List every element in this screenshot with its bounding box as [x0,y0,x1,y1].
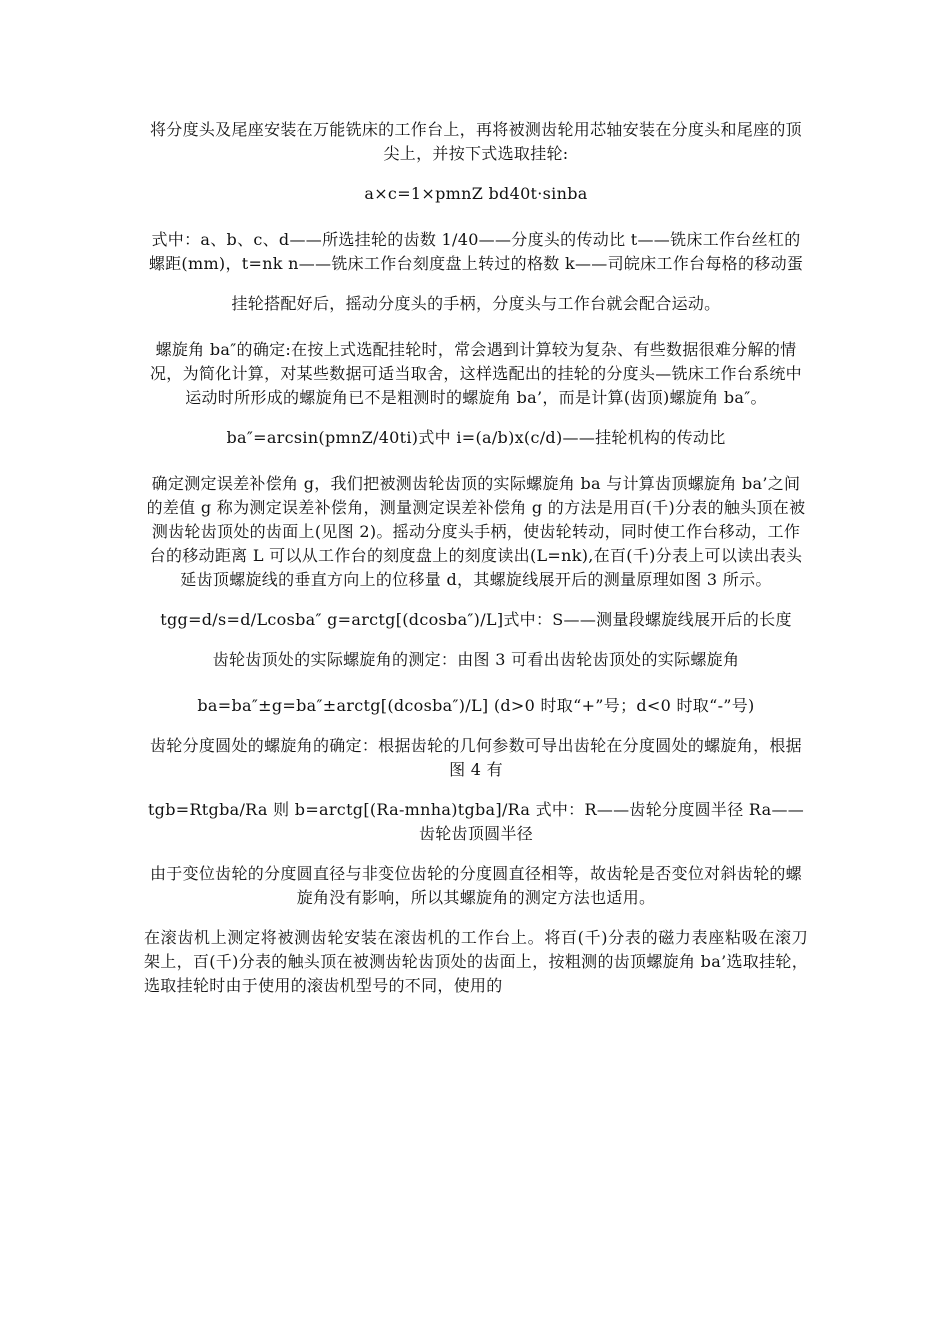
document-body [144,118,808,998]
formula-change-gear-ratio: a×c=1×pmnZ bd40t·sinba [364,184,588,203]
paragraph-gear-operation: 挂轮搭配好后，摇动分度头的手柄，分度头与工作台就会配合运动。 [231,294,721,313]
paragraph-helix-angle-determination: 螺旋角 ba″的确定:在按上式选配挂轮时，常会遇到计算较为复杂、有些数据很难分解的情况，为简化计算，对某些数据可适当取舍，这样选配出的挂轮的分度头—铣床工作台系统中运动时所形成的螺旋角已不是粗测时的螺旋角 ba’，而是计算(齿顶)螺旋角 ba″。 [149,340,802,407]
paragraph-symbol-definitions: 式中：a、b、c、d——所选挂轮的齿数 1/40——分度头的传动比 t——铣床工作台丝杠的螺距(mm)，t=nk n——铣床工作台刻度盘上转过的格数 k——司皖床工作台每格的移动蛋 [148,230,804,273]
paragraph-error-compensation-angle: 确定测定误差补偿角 g，我们把被测齿轮齿顶的实际螺旋角 ba 与计算齿顶螺旋角 ba’之间的差值 g 称为测定误差补偿角，测量测定误差补偿角 g 的方法是用百(千)分表的触头顶在被测齿轮齿顶处的齿面上(见图 2)。摇动分度头手柄，使齿轮转动，同时使工作台移动，工作台的移动距离 L 可以从工作台的刻度盘上的刻度读出(L=nk),在百(千)分表上可以读出表头延齿顶螺旋线的垂直方向上的位移量 d，其螺旋线展开后的测量原理如图 3 所示。 [146,474,806,589]
formula-pitch-circle-helix-angle: tgb=Rtgba/Ra 则 b=arctg[(Ra-mnha)tgba]/Ra 式中：R——齿轮分度圆半径 Ra——齿轮齿顶圆半径 [147,800,805,843]
paragraph-pitch-circle-helix-angle: 齿轮分度圆处的螺旋角的确定：根据齿轮的几何参数可导出齿轮在分度圆处的螺旋角，根据图 4 有 [149,736,802,779]
formula-actual-helix-angle: ba=ba″±g=ba″±arctg[(dcosba″)/L] (d>0 时取“+”号；d<0 时取“-”号) [197,696,755,715]
paragraph-modified-gear-note: 由于变位齿轮的分度圆直径与非变位齿轮的分度圆直径相等，故齿轮是否变位对斜齿轮的螺旋角没有影响，所以其螺旋角的测定方法也适用。 [149,864,802,907]
paragraph-setup-indexing-head: 将分度头及尾座安装在万能铣床的工作台上，再将被测齿轮用芯轴安装在分度头和尾座的顶尖上，并按下式选取挂轮: [149,120,802,163]
formula-helix-angle: ba″=arcsin(pmnZ/40ti)式中 i=(a/b)x(c/d)——挂轮机构的传动比 [226,428,726,447]
formula-compensation-angle: tgg=d/s=d/Lcosba″ g=arctg[(dcosba″)/L]式中：S——测量段螺旋线展开后的长度 [160,610,792,629]
paragraph-hobbing-machine-method: 在滚齿机上测定将被测齿轮安装在滚齿机的工作台上。将百(千)分表的磁力表座粘吸在滚刀架上，百(千)分表的触头顶在被测齿轮齿顶处的齿面上，按粗测的齿顶螺旋角 ba’选取挂轮，选取挂轮时由于使用的滚齿机型号的不同，使用的 [144,928,808,995]
paragraph-actual-helix-angle: 齿轮齿顶处的实际螺旋角的测定：由图 3 可看出齿轮齿顶处的实际螺旋角 [212,650,740,669]
